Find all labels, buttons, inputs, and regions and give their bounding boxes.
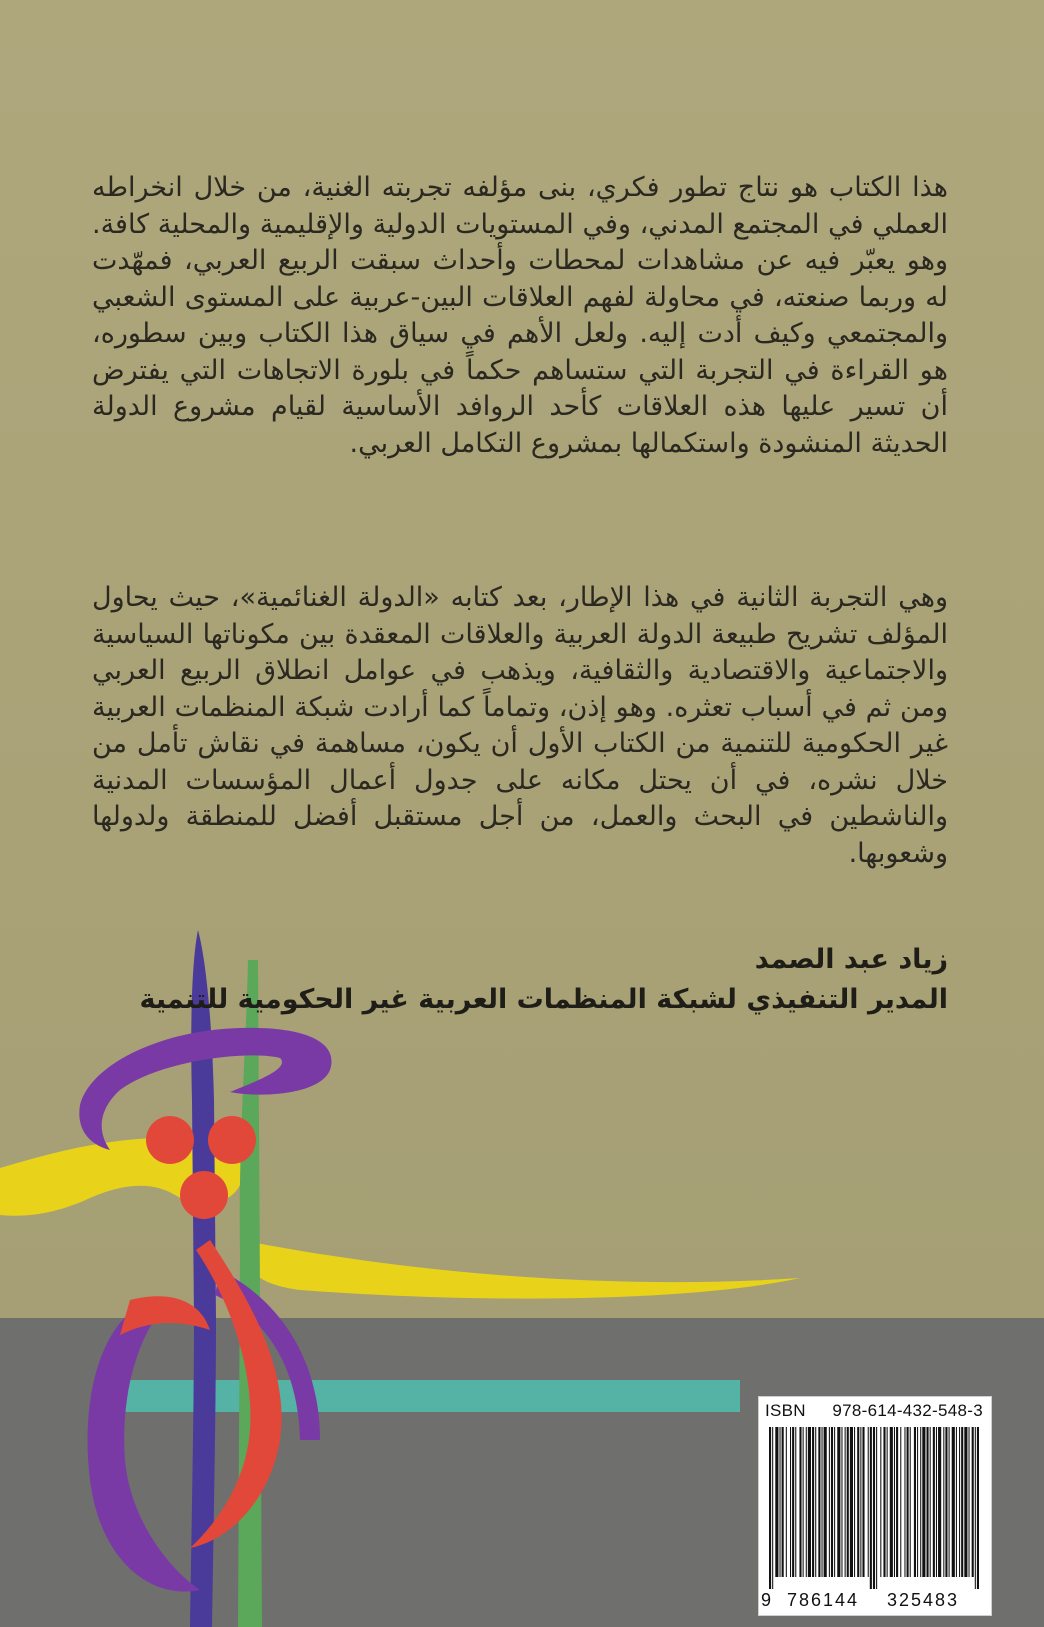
blurb-paragraph-2: وهي التجربة الثانية في هذا الإطار، بعد كتابه «الدولة الغنائمية»، حيث يحاول المؤلف تشريح طبيعة الدولة العربية والعلاقات المعقدة بين مكوناتها السياسية والاجتماعية والاقتصادية والثقافية، ويذهب في عوامل انطلاق الربيع العربي ومن ثم في أسباب تعثره. وهو إذن، وتماماً كما أرادت شبكة المنظمات العربية غير الحكومية للتنمية من الكتاب الأول أن يكون، مساهمة في نقاش تأمل من خلال نشره، في أن يحتل مكانه على جدول أعمال المؤسسات المدنية والناشطين في البحث والعمل، من أجل مستقبل أفضل للمنطقة ولدولها وشعوبها.: [92, 582, 948, 869]
purple-curve: [88, 1300, 201, 1592]
barcode-bar: [775, 1427, 778, 1577]
isbn-label: ISBN: [765, 1401, 806, 1420]
barcode-bar: [799, 1427, 801, 1577]
barcode-bar: [780, 1427, 781, 1577]
barcode-bar: [914, 1427, 916, 1577]
barcode-bar: [857, 1427, 859, 1577]
barcode-bar: [961, 1427, 963, 1577]
barcode-digits-right: 325483: [887, 1590, 960, 1610]
barcode-bar: [880, 1427, 881, 1577]
barcode-bar: [883, 1427, 885, 1577]
barcode-bar: [868, 1427, 869, 1577]
barcode-bar: [873, 1427, 875, 1589]
barcode-bar: [862, 1427, 864, 1577]
barcode-bar: [956, 1427, 957, 1577]
red-dot-1: [146, 1116, 194, 1164]
barcode-bar: [803, 1427, 804, 1577]
barcode-bar: [890, 1427, 893, 1577]
barcode-bar: [860, 1427, 861, 1577]
barcode-bar: [922, 1427, 925, 1577]
barcode-bar: [847, 1427, 849, 1577]
barcode-bar: [943, 1427, 944, 1577]
barcode-bar: [795, 1427, 796, 1577]
isbn-number: 978-614-432-548-3: [832, 1401, 983, 1420]
barcode-bar: [910, 1427, 911, 1577]
barcode-bar: [936, 1427, 937, 1577]
signature-title: المدير التنفيذي لشبكة المنظمات العربية غير الحكومية للتنمية: [139, 984, 948, 1015]
barcode-bar: [894, 1427, 895, 1577]
signature: [92, 940, 948, 1020]
barcode-bar: [977, 1427, 979, 1589]
red-dot-3: [180, 1171, 228, 1219]
barcode-bar: [854, 1427, 855, 1577]
barcode-bar: [824, 1427, 827, 1577]
barcode-bar: [896, 1427, 898, 1577]
barcode-bar: [831, 1427, 833, 1577]
barcode-bar: [808, 1427, 811, 1577]
barcode-digits: [759, 1590, 991, 1612]
barcode-bar: [938, 1427, 941, 1577]
barcode-bar: [850, 1427, 853, 1577]
red-dot-2: [208, 1116, 256, 1164]
barcode-bar: [837, 1427, 840, 1577]
barcode-bar: [818, 1427, 820, 1577]
barcode-bar: [972, 1427, 974, 1577]
barcode-bar: [907, 1427, 909, 1577]
barcode-bar: [969, 1427, 970, 1577]
barcode-bar: [900, 1427, 901, 1577]
yellow-sweep: [240, 1240, 800, 1299]
barcode-bar: [772, 1427, 773, 1589]
barcode-bar: [834, 1427, 835, 1577]
barcode-bar: [952, 1427, 955, 1577]
barcode-bar: [920, 1427, 921, 1577]
barcode-bar: [812, 1427, 814, 1577]
barcode-bar: [829, 1427, 830, 1577]
barcode-bar: [904, 1427, 905, 1577]
barcode-bar: [790, 1427, 791, 1577]
barcode-digit-first: 9: [761, 1590, 772, 1610]
barcode-bar: [876, 1427, 877, 1589]
barcode-bar: [841, 1427, 842, 1577]
isbn-barcode-box: [758, 1396, 992, 1616]
barcode-bar: [975, 1427, 976, 1589]
barcode-bar: [887, 1427, 888, 1577]
barcode-bar: [930, 1427, 931, 1577]
barcode-bar: [786, 1427, 787, 1577]
barcode: [769, 1427, 981, 1589]
barcode-bar: [769, 1427, 771, 1589]
barcode-bar: [792, 1427, 794, 1577]
barcode-bar: [927, 1427, 929, 1577]
barcode-bar: [822, 1427, 823, 1577]
barcode-bar: [933, 1427, 935, 1577]
barcode-bar: [815, 1427, 816, 1577]
signature-name: زياد عبد الصمد: [754, 944, 948, 975]
barcode-bar: [782, 1427, 784, 1577]
blurb-paragraph-1: هذا الكتاب هو نتاج تطور فكري، بنى مؤلفه تجربته الغنية، من خلال انخراطه العملي في المجتمع المدني، وفي المستويات الدولية والإقليمية والمحلية كافة. وهو يعبّر فيه عن مشاهدات لمحطات وأحداث سبقت الربيع العربي، فمهّدت له وربما صنعته، في محاولة لفهم العلاقات البين-عربية على المستوى الشعبي والمجتمعي وكيف أدت إليه. ولعل الأهم في سياق هذا الكتاب وبين سطوره، هو القراءة في التجربة التي ستساهم حكماً في بلورة الاتجاهات التي يفترض أن تسير عليها هذه العلاقات كأحد الروافد الأساسية لقيام مشروع الدولة الحديثة المنشودة واستكمالها بمشروع التكامل العربي.: [92, 172, 948, 459]
barcode-bar: [964, 1427, 967, 1577]
barcode-bar: [945, 1427, 947, 1577]
barcode-digits-left: 786144: [787, 1590, 860, 1610]
barcode-bar: [917, 1427, 918, 1577]
barcode-bar: [870, 1427, 872, 1589]
barcode-bar: [959, 1427, 960, 1577]
barcode-bar: [845, 1427, 846, 1577]
barcode-bar: [949, 1427, 950, 1577]
barcode-bar: [806, 1427, 807, 1577]
